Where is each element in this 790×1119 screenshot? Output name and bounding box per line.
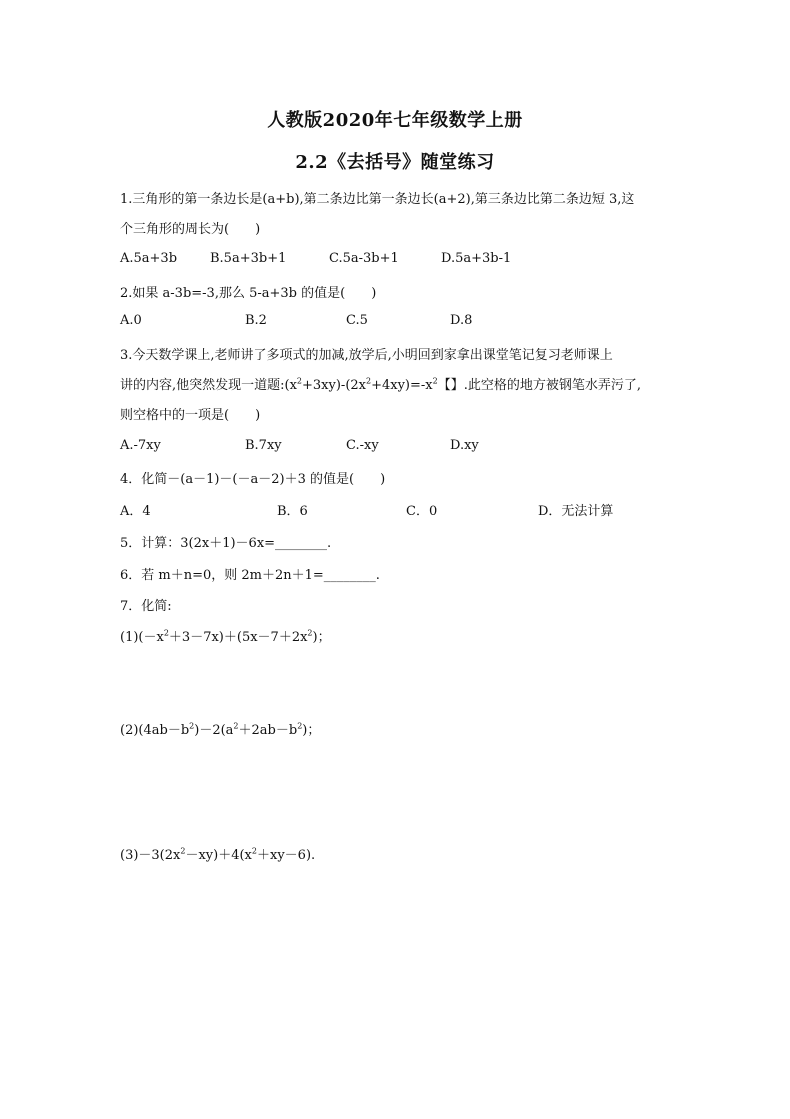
superscript-2: 2 bbox=[180, 846, 186, 856]
q7-p3-b: －xy)＋4(x bbox=[185, 848, 252, 863]
question-3-line-1: 3.今天数学课上,老师讲了多项式的加减,放学后,小明回到家拿出课堂笔记复习老师课上 bbox=[120, 348, 613, 363]
superscript-2: 2 bbox=[366, 376, 372, 386]
question-4-option-c: C．0 bbox=[406, 504, 438, 519]
question-1-option-c: C.5a-3b+1 bbox=[329, 251, 399, 266]
q7-p3-c: ＋xy－6). bbox=[257, 848, 316, 863]
question-3-line-3: 则空格中的一项是( ) bbox=[120, 408, 261, 423]
question-1-option-a: A.5a+3b bbox=[120, 251, 178, 266]
q7-p2-b: )－2(a bbox=[194, 723, 234, 738]
question-2-option-a: A.0 bbox=[120, 313, 142, 328]
q7-p1-a: (1)(－x bbox=[120, 630, 164, 645]
q3-line2-part-c: +4xy)=-x bbox=[371, 378, 433, 393]
question-4-option-a: A．4 bbox=[120, 504, 151, 519]
question-2-option-c: C.5 bbox=[346, 313, 368, 328]
q7-p1-b: ＋3－7x)＋(5x－7＋2x bbox=[168, 630, 308, 645]
question-7-part-1 bbox=[120, 626, 331, 645]
question-3-line-2 bbox=[120, 374, 641, 393]
question-4-option-d: D．无法计算 bbox=[538, 504, 614, 519]
superscript-2: 2 bbox=[297, 721, 303, 731]
question-4-option-b: B．6 bbox=[277, 504, 308, 519]
q7-p2-a: (2)(4ab－b bbox=[120, 723, 190, 738]
question-3-option-d: D.xy bbox=[450, 438, 479, 453]
q3-line2-part-d: 【】.此空格的地方被钢笔水弄污了, bbox=[437, 378, 641, 393]
question-2-text: 2.如果 a-3b=-3,那么 5-a+3b 的值是( ) bbox=[120, 286, 377, 301]
superscript-2: 2 bbox=[163, 628, 169, 638]
question-4-text: 4．化简－(a－1)－(－a－2)＋3 的值是( ) bbox=[120, 472, 386, 487]
q7-p2-d: )； bbox=[302, 723, 321, 738]
superscript-2: 2 bbox=[233, 721, 239, 731]
question-7-text: 7．化简: bbox=[120, 599, 172, 614]
q7-p1-c: )； bbox=[312, 630, 331, 645]
question-1-option-d: D.5a+3b-1 bbox=[441, 251, 512, 266]
superscript-2: 2 bbox=[189, 721, 195, 731]
document-subtitle: 2.2《去括号》随堂练习 bbox=[295, 152, 495, 173]
question-5-text: 5．计算：3(2x＋1)－6x=________. bbox=[120, 536, 332, 551]
question-3-option-c: C.-xy bbox=[346, 438, 379, 453]
superscript-2: 2 bbox=[307, 628, 313, 638]
document-title: 人教版2020年七年级数学上册 bbox=[267, 110, 523, 131]
question-6-text: 6．若 m＋n=0，则 2m＋2n＋1=________. bbox=[120, 568, 380, 583]
question-2-option-b: B.2 bbox=[245, 313, 267, 328]
question-7-part-3 bbox=[120, 844, 315, 863]
question-2-option-d: D.8 bbox=[450, 313, 473, 328]
q3-line2-part-b: +3xy)-(2x bbox=[302, 378, 366, 393]
question-1-option-b: B.5a+3b+1 bbox=[210, 251, 287, 266]
question-3-option-b: B.7xy bbox=[245, 438, 282, 453]
question-1-line-2: 个三角形的周长为( ) bbox=[120, 222, 261, 237]
q7-p2-c: ＋2ab－b bbox=[238, 723, 298, 738]
question-3-option-a: A.-7xy bbox=[120, 438, 161, 453]
q7-p3-a: (3)－3(2x bbox=[120, 848, 181, 863]
q3-line2-part-a: 讲的内容,他突然发现一道题:(x bbox=[120, 378, 297, 393]
question-1-line-1: 1.三角形的第一条边长是(a+b),第二条边比第一条边长(a+2),第三条边比第二条边短 3,这 bbox=[120, 192, 635, 207]
superscript-2: 2 bbox=[296, 376, 303, 386]
superscript-2: 2 bbox=[251, 846, 257, 856]
superscript-2: 2 bbox=[432, 376, 438, 386]
question-7-part-2 bbox=[120, 719, 320, 738]
